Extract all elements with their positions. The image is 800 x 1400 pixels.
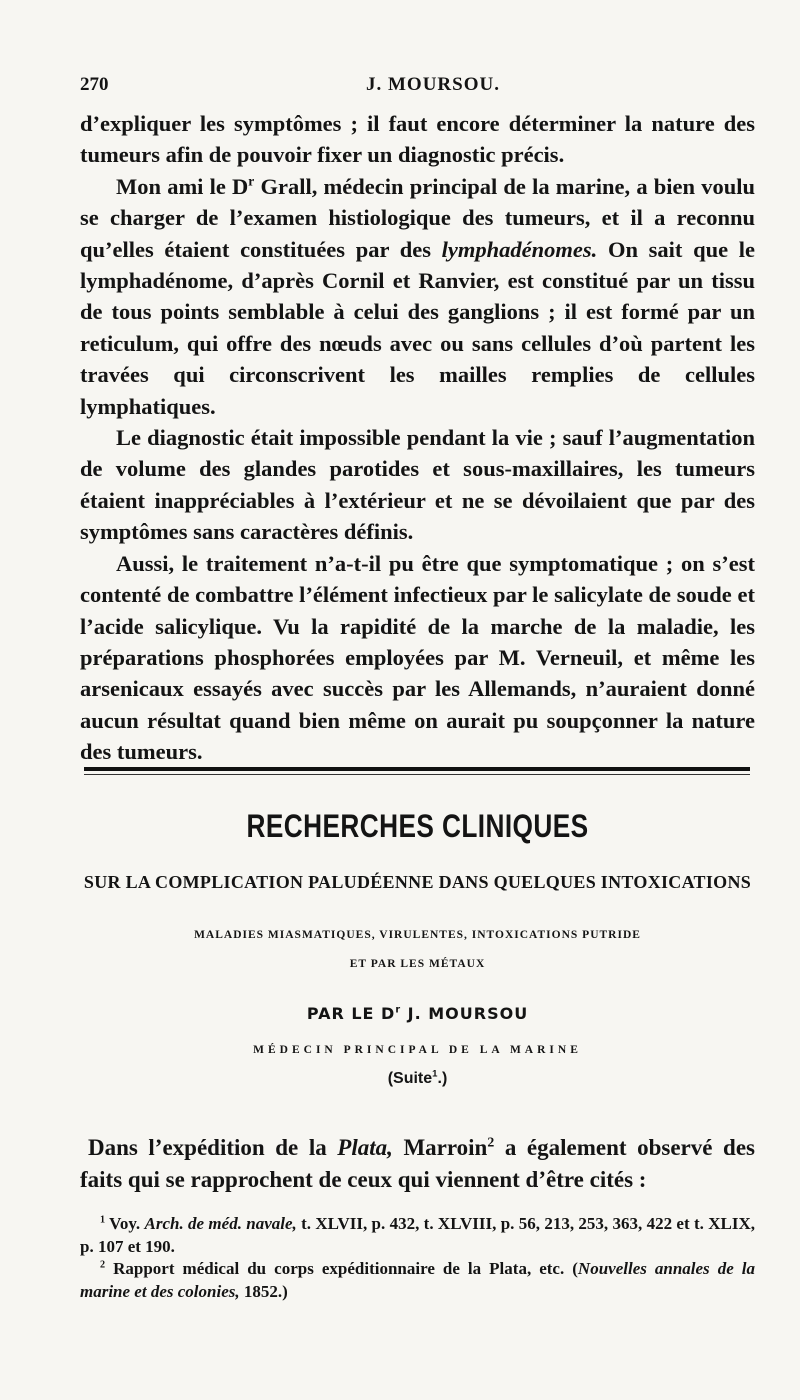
article-subtitle-line-1: MALADIES MIASMATIQUES, VIRULENTES, INTOXICATIONS PUTRIDE [194, 929, 641, 941]
article-paragraph-1 [80, 1132, 755, 1196]
article-paragraph-text-b: Marroin [392, 1135, 488, 1160]
footnote-1 [80, 1213, 755, 1258]
article-byline [80, 1004, 755, 1023]
byline-text-a: PAR LE D [306, 1004, 396, 1023]
footnote-2 [80, 1258, 755, 1303]
section-divider-thin [84, 774, 750, 775]
article-subtitle-line-2: ET PAR LES MÉTAUX [349, 958, 486, 970]
byline-text-b: J. MOURSOU [401, 1004, 529, 1023]
paragraph-2-text-b: Grall, médecin principal de la marine, a bien voulu se charger de l’examen histiologique des tumeurs, et il a reconnu qu’elles étaient constituées par des [80, 173, 755, 262]
footnote-1-text-b: t. XLVII, p. 432, t. XLVIII, p. 56, 213, 253, 363, 422 et t. XLIX, p. 107 et 190. [80, 1214, 755, 1256]
footnote-2-mark: 2 [100, 1259, 106, 1271]
footnote-2-text-b: 1852.) [239, 1281, 288, 1301]
paragraph-3: Le diagnostic était impossible pendant la vie ; sauf l’augmentation de volume des glandes parotides et sous-maxillaires, les tumeurs étaient inappréciables à l’extérieur et ne se dévoilaient que par des symptômes sans caractères définis. [80, 425, 755, 545]
paragraph-2-text-c: On sait que le lymphadénome, d’après Cornil et Ranvier, est constitué par un tissu de tous points semblable à celui des ganglions ; il est formé par un reticulum, qui offre des nœuds avec ou sans cellules d’où partent les travées qui circonscrivent les mailles remplies de cellules lymphatiques. [80, 236, 755, 419]
running-head-author: J. MOURSOU. [366, 74, 500, 95]
article-paragraph-italic: Plata, [337, 1135, 393, 1160]
byline-sup: r [395, 1004, 402, 1016]
paragraph-2 [80, 171, 755, 422]
author-role: MÉDECIN PRINCIPAL DE LA MARINE [253, 1044, 582, 1056]
article-paragraph-text-a: Dans l’expédition de la [88, 1135, 338, 1160]
suite-footnote-ref: 1 [432, 1068, 438, 1080]
article-subtitle: SUR LA COMPLICATION PALUDÉENNE DANS QUELQUES INTOXICATIONS [83, 872, 752, 892]
paragraph-2-text-a: Mon ami le D [116, 173, 249, 199]
article-body [80, 1132, 755, 1196]
section-divider-thick [84, 767, 750, 771]
footnote-1-italic: Arch. de méd. navale, [144, 1214, 297, 1233]
page-number: 270 [80, 74, 109, 95]
suite-text-a: (Suite [387, 1070, 433, 1087]
running-header [80, 74, 755, 98]
continuation-note [80, 1070, 755, 1088]
paragraph-4: Aussi, le traitement n’a-t-il pu être que symptomatique ; on s’est contenté de combattre l’élément infectieux par le salicylate de soude et l’acide salicylique. Vu la rapidité de la marche de la maladie, les préparations phosphorées employées par M. Verneuil, et même les arsenicaux essayés avec succès par les Allemands, n’auraient donné aucun résultat quand bien même on aurait pu soupçonner la nature des tumeurs. [80, 550, 755, 765]
article-paragraph-footnote-ref: 2 [487, 1134, 495, 1150]
paragraph-2-italic: lymphadénomes. [441, 236, 598, 262]
footnote-1-mark: 1 [100, 1214, 106, 1226]
footnote-2-italic: Nouvelles annales de la marine et des colonies, [80, 1259, 755, 1301]
footnote-1-text-a: Voy. [105, 1214, 145, 1233]
footnotes [80, 1213, 755, 1303]
suite-text-b: .) [437, 1070, 448, 1087]
body-text [80, 108, 755, 768]
paragraph-1: d’expliquer les symptômes ; il faut encore déterminer la nature des tumeurs afin de pouvoir fixer un diagnostic précis. [80, 111, 755, 168]
footnote-2-text-a: Rapport médical du corps expéditionnaire de la Plata, etc. ( [105, 1259, 578, 1279]
paragraph-2-sup: r [248, 173, 255, 189]
article-paragraph-text-c: a également observé des faits qui se rapprochent de ceux qui viennent d’être cités : [80, 1135, 755, 1192]
article-title: RECHERCHES CLINIQUES [246, 808, 589, 844]
